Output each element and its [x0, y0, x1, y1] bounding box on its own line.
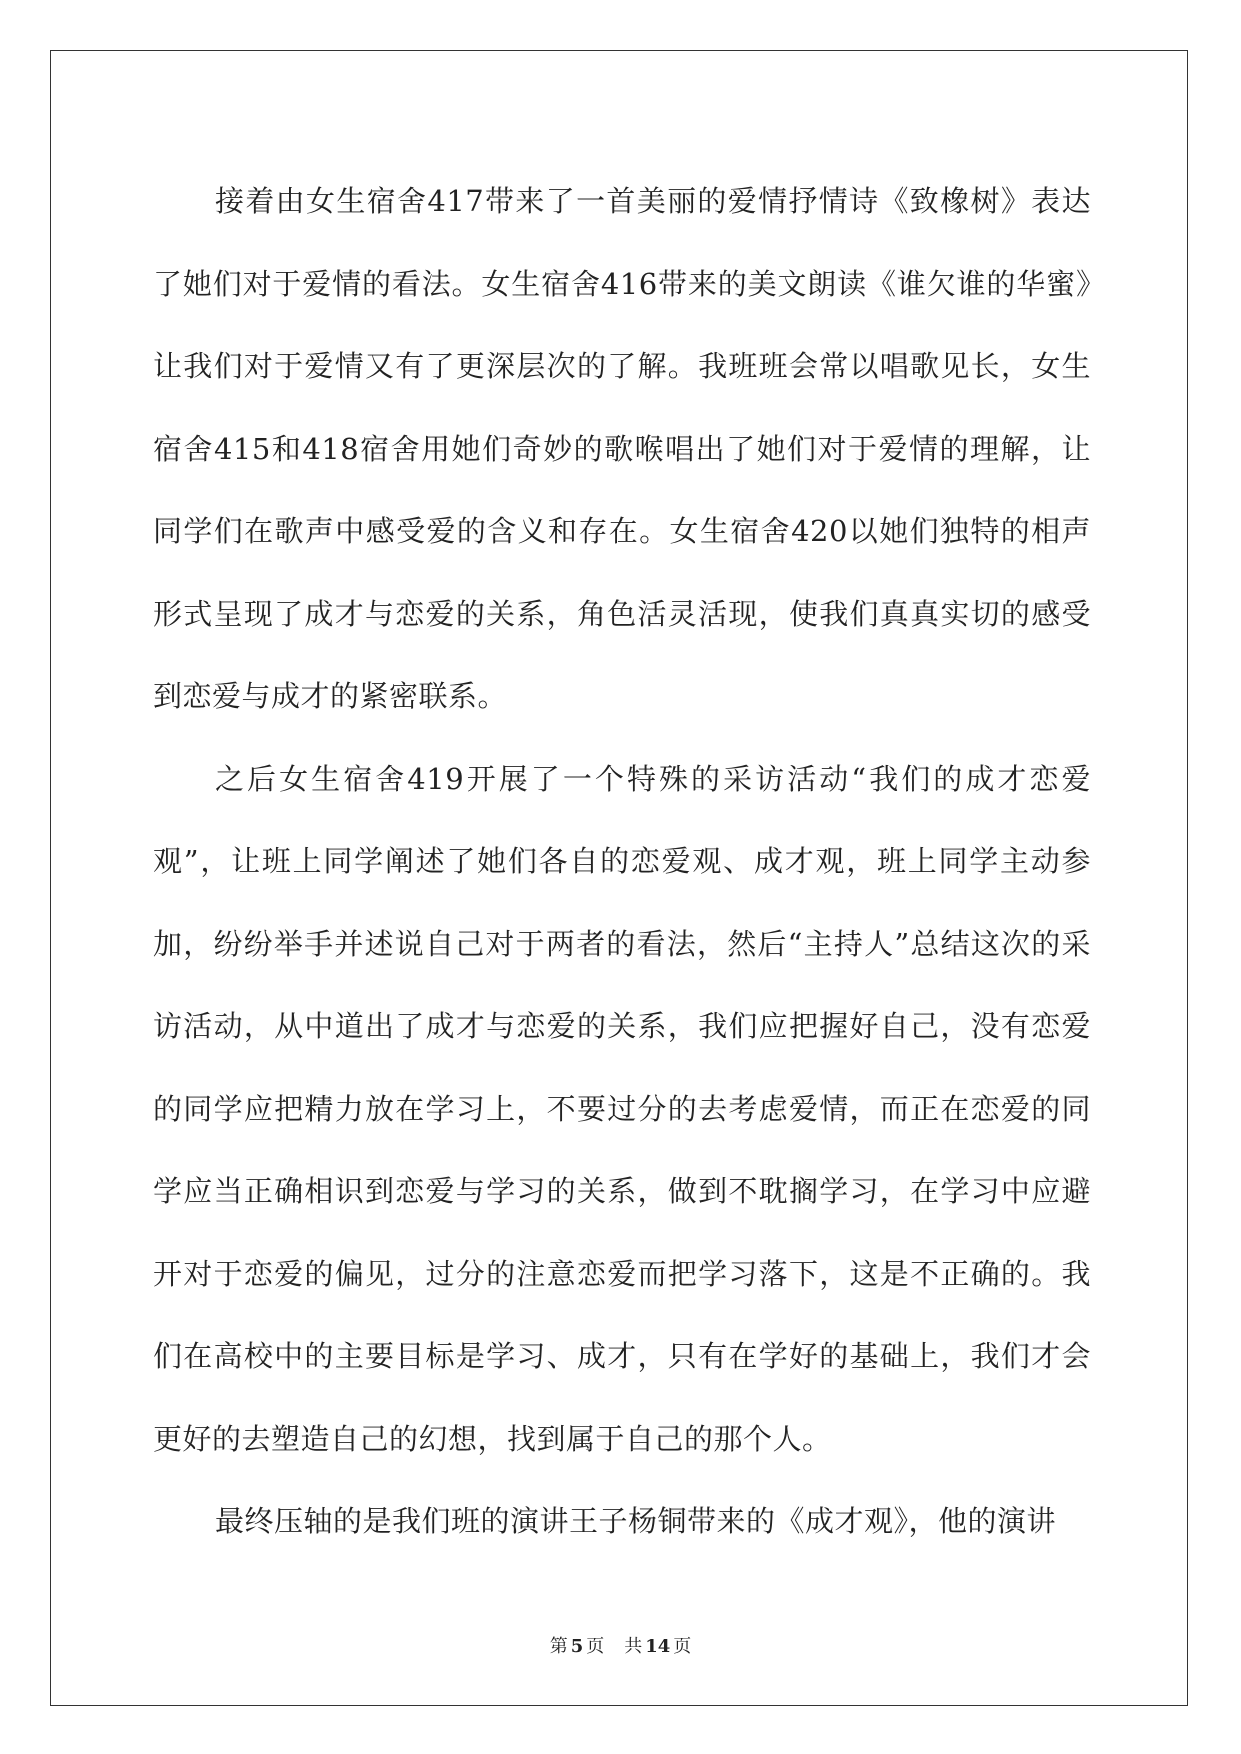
paragraph-1: 接着由女生宿舍417带来了一首美丽的爱情抒情诗《致橡树》表达了她们对于爱情的看法。女生宿舍416带来的美文朗读《谁欠谁的华蜜》让我们对于爱情又有了更深层次的了解。我班班会常以唱歌见长，女生宿舍415和418宿舍用她们奇妙的歌喉唱出了她们对于爱情的理解，让同学们在歌声中感受爱的含义和存在。女生宿舍420以她们独特的相声形式呈现了成才与恋爱的关系，角色活灵活现，使我们真真实切的感受到恋爱与成才的紧密联系。 [153, 184, 1091, 713]
paragraph-2: 之后女生宿舍419开展了一个特殊的采访活动“我们的成才恋爱观”，让班上同学阐述了她们各自的恋爱观、成才观，班上同学主动参加，纷纷举手并述说自己对于两者的看法，然后“主持人”总结这次的采访活动，从中道出了成才与恋爱的关系，我们应把握好自己，没有恋爱的同学应把精力放在学习上，不要过分的去考虑爱情，而正在恋爱的同学应当正确相识到恋爱与学习的关系，做到不耽搁学习，在学习中应避开对于恋爱的偏见，过分的注意恋爱而把学习落下，这是不正确的。我们在高校中的主要目标是学习、成才，只有在学好的基础上，我们才会更好的去塑造自己的幻想，找到属于自己的那个人。 [153, 761, 1091, 1456]
paragraph-3: 最终压轴的是我们班的演讲王子杨铜带来的《成才观》，他的演讲 [215, 1504, 1057, 1538]
total-suffix: 页 [673, 1636, 692, 1657]
page-prefix: 第 [549, 1636, 568, 1657]
page-footer [0, 1632, 1241, 1658]
total-prefix: 共 [624, 1636, 643, 1657]
document-body [153, 160, 1091, 1563]
page-number: 5 [570, 1636, 584, 1657]
page-suffix: 页 [586, 1636, 605, 1657]
total-pages: 14 [645, 1636, 671, 1657]
